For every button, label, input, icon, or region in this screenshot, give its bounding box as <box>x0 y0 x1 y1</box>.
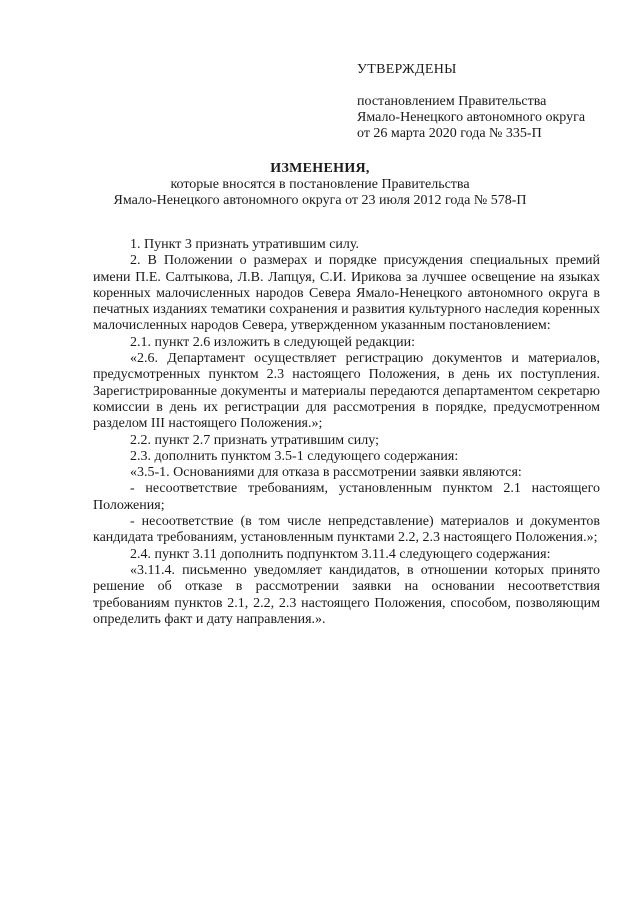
paragraph-quote-3-5-1: «3.5-1. Основаниями для отказа в рассмотрении заявки являются: <box>130 465 522 481</box>
document-subtitle-line: Ямало-Ненецкого автономного округа от 23 июля 2012 года № 578-П <box>113 193 527 208</box>
paragraph-subitem-2-3: 2.3. дополнить пунктом 3.5-1 следующего содержания: <box>130 448 459 464</box>
document-subtitle-line: которые вносятся в постановление Правительства <box>170 177 470 192</box>
approval-block <box>357 62 585 142</box>
paragraph-subitem-2-1: 2.1. пункт 2.6 изложить в следующей редакции: <box>130 334 415 350</box>
document-heading <box>0 161 640 209</box>
paragraph-quote-2-6: «2.6. Департамент осуществляет регистрацию документов и материалов, предусмотренных пунктом 2.3 настоящего Положения, в день их поступления. Зарегистрированные документы и материалы передаются департаментом секретарю комиссии в день их регистрации для рассмотрения в порядке, предусмотренном разделом III настоящего Положения.»; <box>93 351 600 432</box>
paragraph-item-1: 1. Пункт 3 признать утратившим силу. <box>130 237 359 252</box>
approval-line: Ямало-Ненецкого автономного округа <box>357 110 586 125</box>
paragraph-subitem-2-2: 2.2. пункт 2.7 признать утратившим силу; <box>130 432 379 448</box>
document-body <box>93 237 600 628</box>
paragraph-bullet-1: - несоответствие требованиям, установленным пунктом 2.1 настоящего Положения; <box>93 481 600 513</box>
paragraph-bullet-2: - несоответствие (в том числе непредставление) материалов и документов кандидата требованиям, установленным пунктами 2.2, 2.3 настоящего Положения.»; <box>93 514 600 546</box>
paragraph-quote-3-11-4: «3.11.4. письменно уведомляет кандидатов, в отношении которых принято решение об отказе в рассмотрении заявки на основании несоответствия требованиям пунктов 2.1, 2.2, 2.3 настоящего Положения, способом, позволяющим определить факт и дату направления.». <box>93 562 600 627</box>
paragraph-item-2: 2. В Положении о размерах и порядке присуждения специальных премий имени П.Е. Салтыкова, Л.В. Лапцуя, С.И. Ирикова за лучшее освещение на языках коренных малочисленных народов Севера Ямало-Ненецкого автономного округа в печатных изданиях тематики сохранения и развития культурного наследия коренных малочисленных народов Севера, утвержденном указанным постановлением: <box>93 253 600 334</box>
approval-line: от 26 марта 2020 года № 335-П <box>357 126 542 141</box>
paragraph-subitem-2-4: 2.4. пункт 3.11 дополнить подпунктом 3.11.4 следующего содержания: <box>130 546 551 562</box>
approval-title: УТВЕРЖДЕНЫ <box>357 62 457 77</box>
approval-line: постановлением Правительства <box>357 94 547 109</box>
document-title: ИЗМЕНЕНИЯ, <box>270 161 370 176</box>
